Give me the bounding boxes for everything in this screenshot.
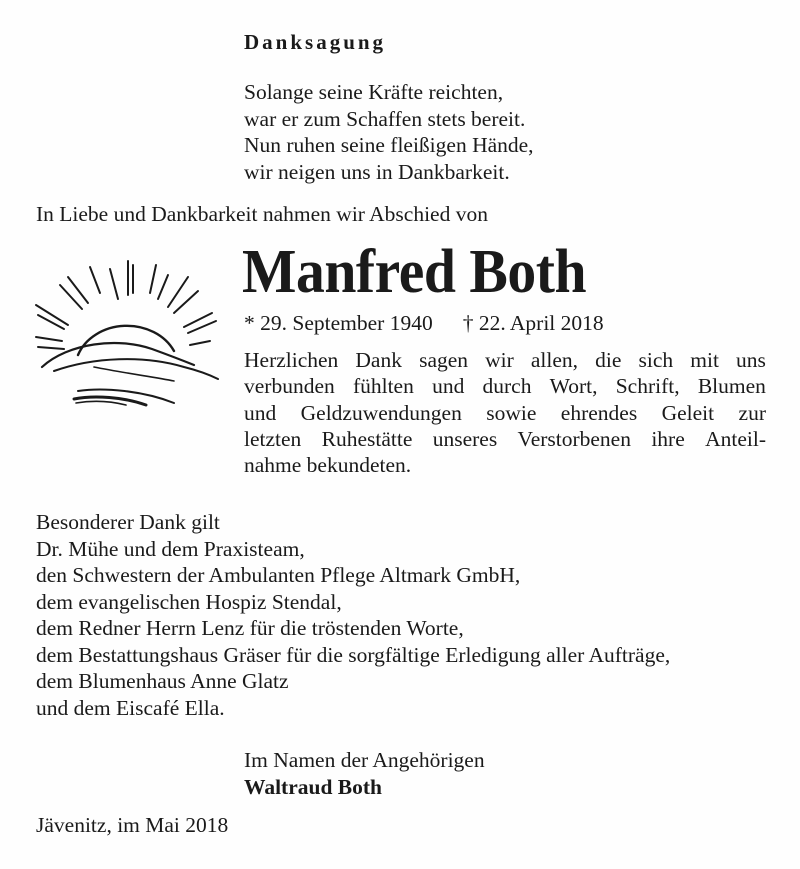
birth-date: * 29. September 1940 (244, 311, 433, 335)
thanks-word: Blumen (697, 374, 766, 399)
special-thanks-line: dem evangelischen Hospiz Stendal, (36, 589, 342, 614)
thanks-word: Dank (355, 348, 402, 372)
thanks-line (244, 400, 766, 426)
signature-name: Waltraud Both (244, 775, 382, 799)
thanks-word: Anteil- (705, 426, 766, 451)
poem-line: war er zum Schaffen stets bereit. (244, 106, 526, 131)
thanks-word: Geldzuwendungen (300, 400, 462, 425)
special-thanks-line: dem Blumenhaus Anne Glatz (36, 669, 289, 693)
thanks-word: allen, (530, 348, 579, 372)
special-thanks-line: Dr. Mühe und dem Praxisteam, (36, 536, 305, 561)
thanks-word: Wort, (549, 374, 598, 399)
thanks-word: die (595, 348, 622, 372)
thanks-word: uns (736, 348, 766, 372)
special-thanks (36, 509, 670, 721)
thanks-word: letzten (244, 426, 302, 451)
thanks-word: und (432, 374, 465, 399)
thanks-word: und (244, 400, 277, 425)
thanks-word: fühlten (352, 374, 414, 399)
thanks-word: mit (690, 348, 719, 372)
thanks-line: nahme bekundeten. (244, 453, 412, 478)
thanks-line (244, 347, 766, 373)
thanks-word: zur (738, 400, 766, 425)
thanks-line (244, 373, 766, 399)
signature-label: Im Namen der Angehörigen (244, 748, 485, 772)
poem-line: wir neigen uns in Dankbarkeit. (244, 159, 510, 184)
heading: Danksagung (244, 30, 387, 54)
death-date: † 22. April 2018 (462, 311, 604, 335)
thanks-word: durch (482, 374, 532, 399)
thanks-word: ihre (651, 426, 685, 451)
poem (244, 79, 534, 185)
special-thanks-line: Besonderer Dank gilt (36, 510, 220, 534)
poem-line: Solange seine Kräfte reichten, (244, 80, 504, 104)
thanks-paragraph (244, 347, 766, 478)
thanks-word: unseres (432, 426, 498, 451)
thanks-line (244, 426, 766, 452)
thanks-word: Verstorbenen (517, 426, 631, 451)
thanks-word: ehrendes (560, 400, 638, 425)
place-date: Jävenitz, im Mai 2018 (36, 813, 229, 837)
thanks-word: Geleit (661, 400, 715, 425)
thanks-word: Herzlichen (244, 348, 339, 372)
sunset-over-hills-icon (34, 255, 224, 415)
poem-line: Nun ruhen seine fleißigen Hände, (244, 133, 534, 157)
special-thanks-line: dem Bestattungshaus Gräser für die sorgfältige Erledigung aller Aufträge, (36, 642, 671, 667)
thanks-word: Schrift, (615, 374, 680, 399)
deceased-name: Manfred Both (242, 238, 587, 306)
special-thanks-line: dem Redner Herrn Lenz für die tröstenden Worte, (36, 616, 464, 640)
life-dates (244, 311, 604, 336)
thanks-word: wir (485, 348, 514, 372)
thanks-word: sowie (486, 400, 537, 425)
special-thanks-line: den Schwestern der Ambulanten Pflege Altmark GmbH, (36, 563, 521, 587)
thanks-word: sich (638, 348, 674, 372)
thanks-word: sagen (419, 348, 469, 372)
thanks-word: Ruhestätte (321, 426, 413, 451)
thanks-word: verbunden (244, 374, 335, 399)
special-thanks-line: und dem Eiscafé Ella. (36, 695, 225, 720)
intro-text: In Liebe und Dankbarkeit nahmen wir Abschied von (36, 202, 488, 226)
